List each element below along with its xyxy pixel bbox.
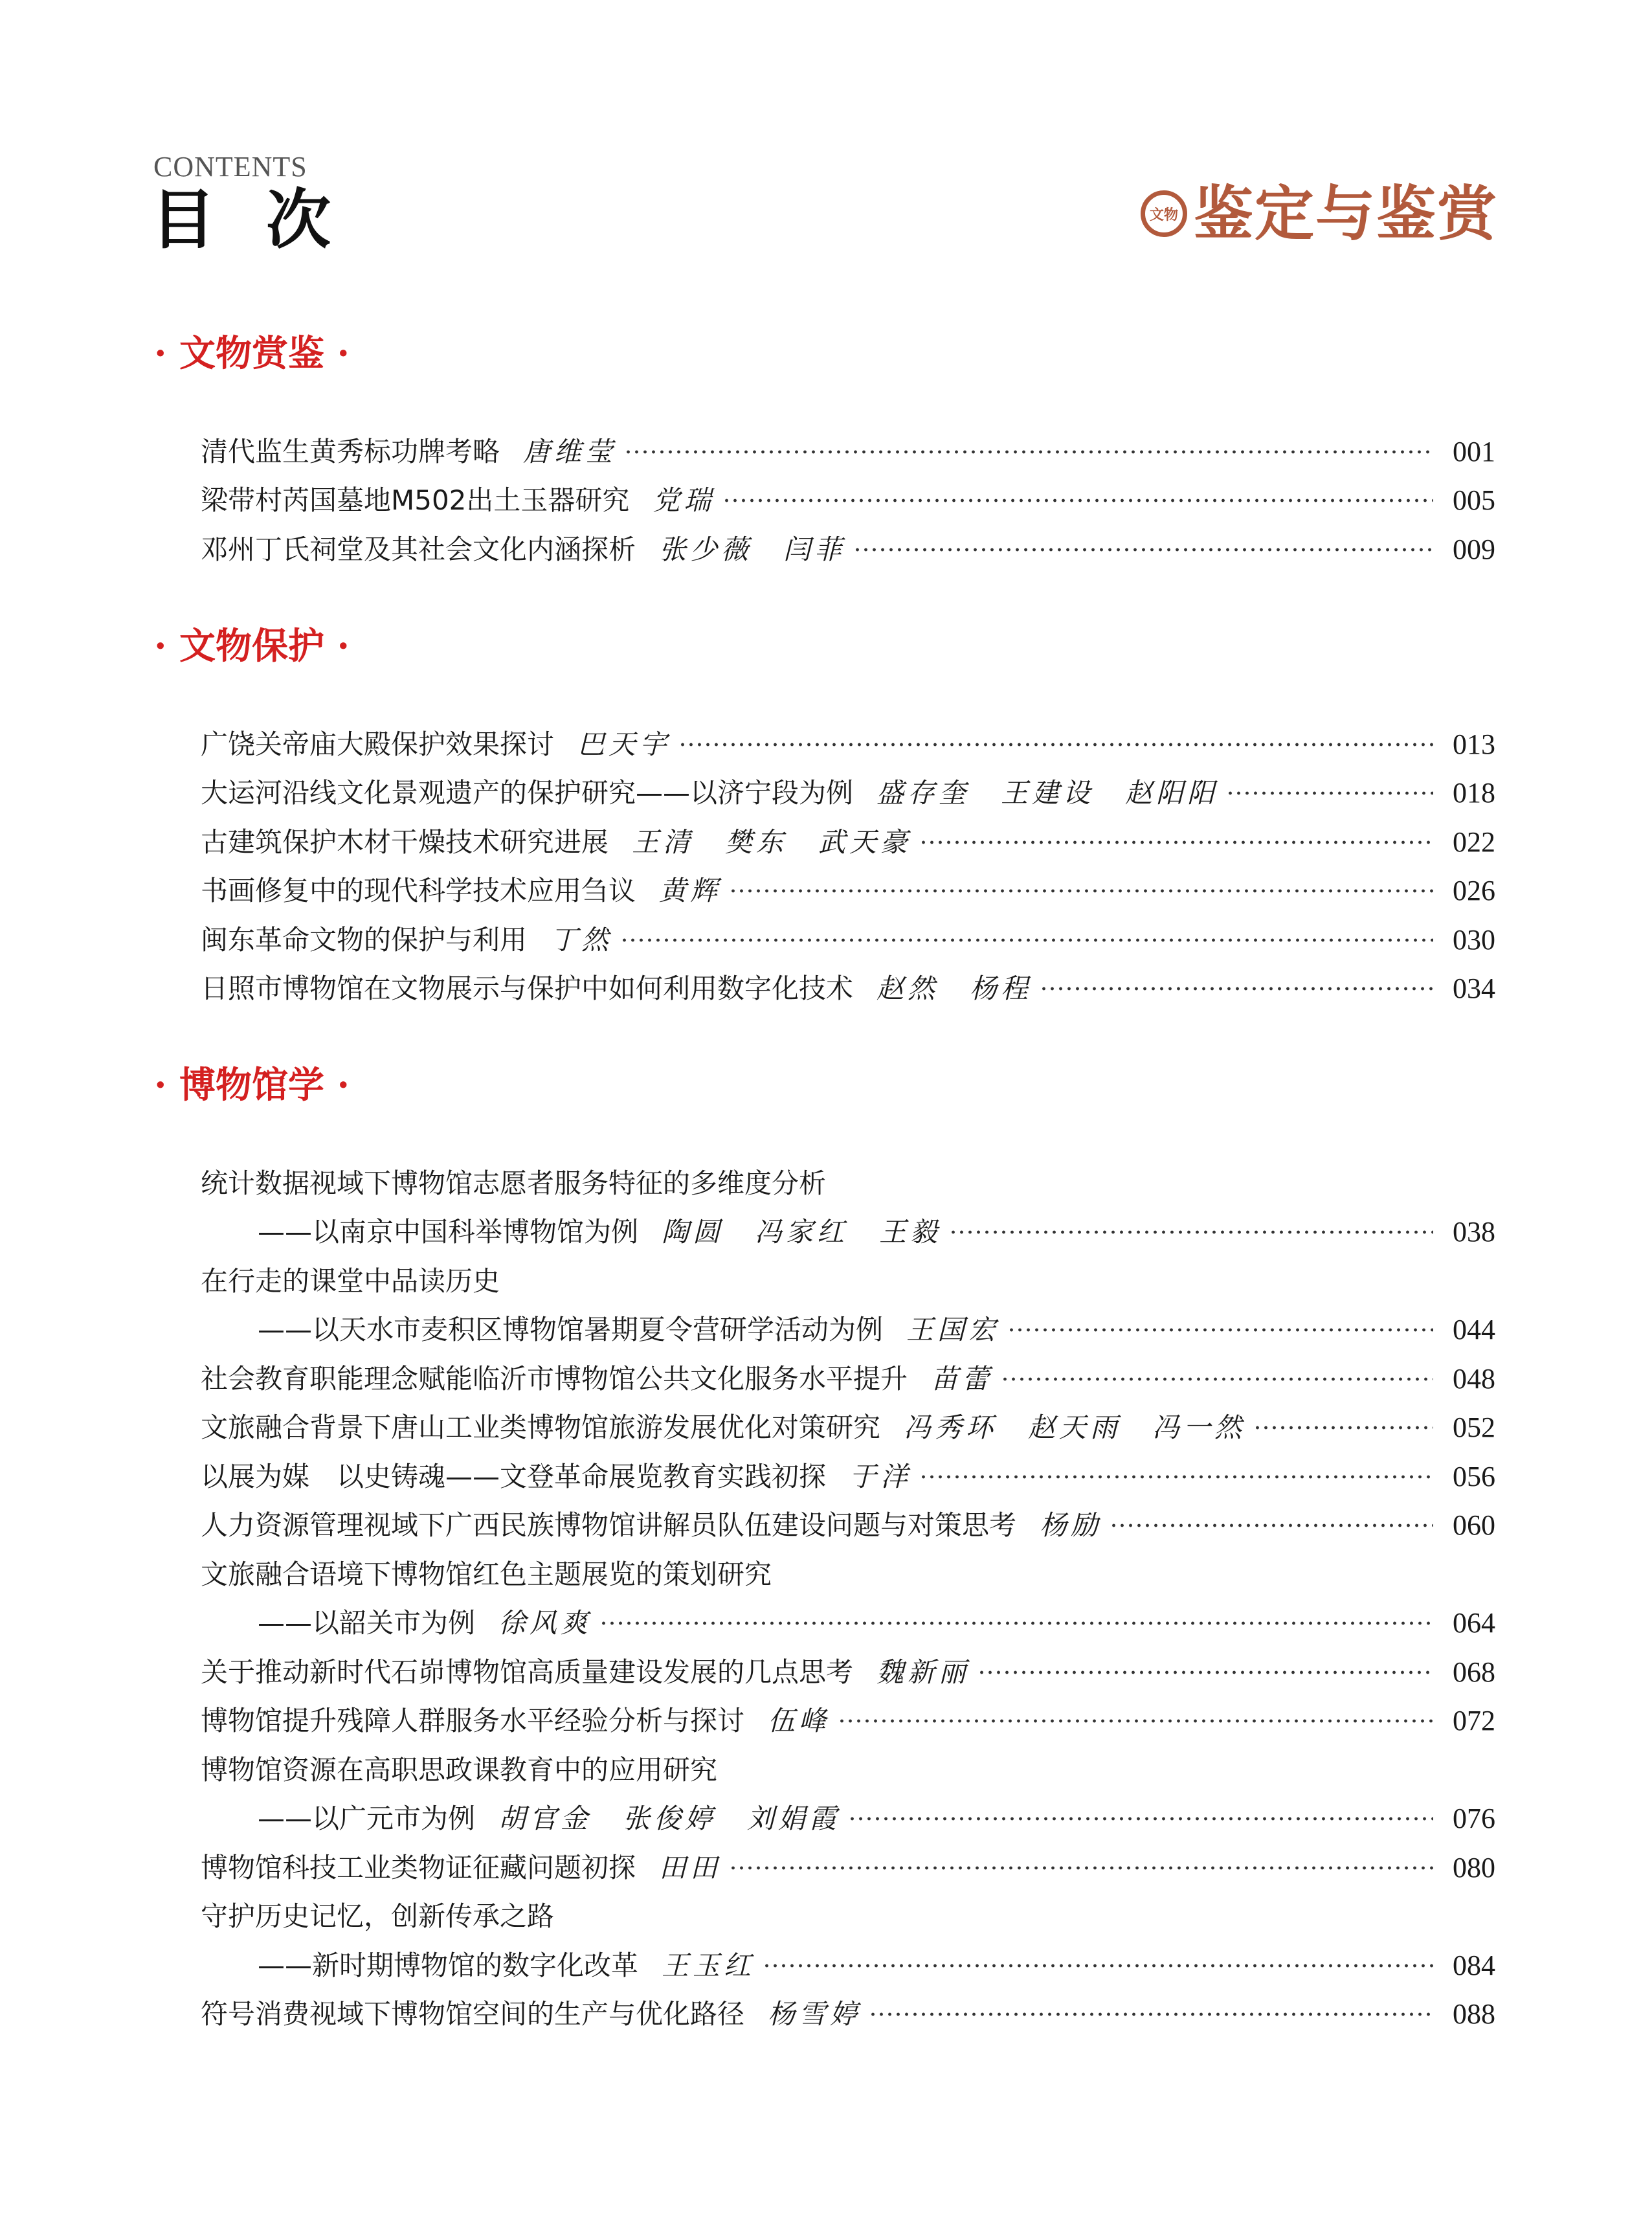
toc-entry[interactable] bbox=[201, 867, 1495, 916]
entry-page-number: 052 bbox=[1453, 1411, 1495, 1443]
entry-page-number: 026 bbox=[1453, 875, 1495, 906]
section-heading: · 文物保护 · bbox=[154, 625, 350, 668]
journal-logo bbox=[1141, 175, 1498, 253]
entry-authors: 伍峰 bbox=[768, 1705, 831, 1737]
dot-leader bbox=[919, 840, 1433, 844]
entry-authors: 胡官金 张俊婷 刘娟霞 bbox=[498, 1803, 841, 1834]
logo-seal: 文物 bbox=[1141, 190, 1187, 237]
entry-title: 关于推动新时代石峁博物馆高质量建设发展的几点思考 bbox=[201, 1656, 854, 1688]
entry-page-number: 080 bbox=[1453, 1851, 1495, 1883]
entry-title: 古建筑保护木材干燥技术研究进展 bbox=[201, 826, 609, 858]
toc-entry[interactable] bbox=[201, 1746, 1495, 1794]
entry-page-number: 048 bbox=[1453, 1362, 1495, 1395]
entry-title: 文旅融合背景下唐山工业类博物馆旅游发展优化对策研究 bbox=[201, 1411, 881, 1443]
entry-title: ——以天水市麦积区博物馆暑期夏令营研学活动为例 bbox=[258, 1314, 884, 1345]
toc-entry[interactable] bbox=[201, 477, 1495, 525]
dot-leader bbox=[620, 938, 1433, 942]
toc-entry[interactable] bbox=[201, 1648, 1495, 1696]
entry-page-number: 018 bbox=[1453, 777, 1495, 809]
entry-title: 统计数据视域下博物馆志愿者服务特征的多维度分析 bbox=[201, 1167, 827, 1199]
logo-brand: 鉴定与鉴赏 bbox=[1194, 179, 1499, 249]
dot-leader bbox=[1007, 1328, 1433, 1332]
entry-page-number: 056 bbox=[1453, 1460, 1495, 1492]
entry-title: 社会教育职能理念赋能临沂市博物馆公共文化服务水平提升 bbox=[201, 1362, 908, 1395]
entry-title: 大运河沿线文化景观遗产的保护研究——以济宁段为例 bbox=[201, 777, 854, 809]
dot-leader bbox=[848, 1817, 1433, 1821]
dot-leader bbox=[722, 499, 1433, 502]
toc-entry[interactable] bbox=[201, 1404, 1495, 1452]
toc-entry[interactable] bbox=[201, 965, 1495, 1013]
dot-leader bbox=[763, 1964, 1433, 1968]
entry-title: 博物馆资源在高职思政课教育中的应用研究 bbox=[201, 1753, 718, 1786]
entry-authors: 盛存奎 王建设 赵阳阳 bbox=[876, 777, 1219, 809]
entry-page-number: 022 bbox=[1453, 826, 1495, 858]
entry-authors: 魏新丽 bbox=[876, 1656, 970, 1688]
entry-page-number: 060 bbox=[1453, 1509, 1495, 1541]
section-heading: · 文物赏鉴 · bbox=[154, 332, 350, 375]
entry-authors: 冯秀环 赵天雨 冯一然 bbox=[904, 1411, 1246, 1443]
toc-entry[interactable] bbox=[258, 1941, 1495, 1990]
dot-leader bbox=[599, 1621, 1433, 1625]
dot-leader bbox=[678, 743, 1433, 747]
entry-title: 书画修复中的现代科学技术应用刍议 bbox=[201, 875, 636, 906]
dot-leader bbox=[1001, 1377, 1433, 1381]
toc-entry[interactable] bbox=[201, 1697, 1495, 1746]
entry-authors: 苗蕾 bbox=[931, 1362, 994, 1395]
entry-title: 邓州丁氏祠堂及其社会文化内涵探析 bbox=[201, 533, 636, 565]
toc-entry[interactable] bbox=[201, 1452, 1495, 1501]
dot-leader bbox=[838, 1719, 1433, 1723]
toc-entry[interactable] bbox=[201, 769, 1495, 818]
toc-entry[interactable] bbox=[258, 1795, 1495, 1843]
entry-title: 广饶关帝庙大殿保护效果探讨 bbox=[201, 728, 555, 760]
toc-entry[interactable] bbox=[201, 1159, 1495, 1208]
entry-authors: 张少薇 闫菲 bbox=[659, 533, 846, 565]
toc-entry[interactable] bbox=[201, 1550, 1495, 1599]
toc-entry[interactable] bbox=[201, 1843, 1495, 1892]
dot-leader bbox=[1226, 791, 1433, 795]
toc-entry[interactable] bbox=[201, 427, 1495, 476]
entry-title: 闽东革命文物的保护与利用 bbox=[201, 923, 528, 956]
dot-leader bbox=[1253, 1426, 1433, 1430]
toc-entry[interactable] bbox=[201, 818, 1495, 866]
contents-label: CONTENTS bbox=[153, 151, 307, 183]
entry-authors: 徐风爽 bbox=[498, 1607, 592, 1639]
entry-page-number: 076 bbox=[1453, 1803, 1495, 1834]
entry-authors: 田田 bbox=[659, 1851, 722, 1883]
entry-page-number: 001 bbox=[1453, 435, 1495, 467]
entry-title: 在行走的课堂中品读历史 bbox=[201, 1265, 500, 1297]
entry-page-number: 034 bbox=[1453, 972, 1495, 1004]
entry-title: 博物馆科技工业类物证征藏问题初探 bbox=[201, 1851, 636, 1883]
entry-authors: 王国宏 bbox=[906, 1314, 1000, 1345]
entry-title: 梁带村芮国墓地M502出土玉器研究 bbox=[201, 484, 630, 516]
entry-authors: 王清 樊东 武天豪 bbox=[632, 826, 912, 858]
toc-entry[interactable] bbox=[201, 1355, 1495, 1403]
toc-entry[interactable] bbox=[258, 1306, 1495, 1355]
entry-page-number: 013 bbox=[1453, 728, 1495, 760]
entry-page-number: 084 bbox=[1453, 1949, 1495, 1981]
entry-page-number: 030 bbox=[1453, 923, 1495, 956]
toc-entry[interactable] bbox=[258, 1208, 1495, 1257]
entry-title: ——以广元市为例 bbox=[258, 1803, 476, 1834]
entry-title: 人力资源管理视域下广西民族博物馆讲解员队伍建设问题与对策思考 bbox=[201, 1509, 1017, 1541]
entry-page-number: 064 bbox=[1453, 1607, 1495, 1639]
dot-leader bbox=[1110, 1523, 1433, 1527]
entry-authors: 陶圆 冯家红 王毅 bbox=[662, 1216, 942, 1248]
entry-title: 守护历史记忆，创新传承之路 bbox=[201, 1900, 555, 1932]
entry-page-number: 005 bbox=[1453, 484, 1495, 516]
entry-page-number: 044 bbox=[1453, 1314, 1495, 1345]
entry-title: 以展为媒 以史铸魂——文登革命展览教育实践初探 bbox=[201, 1460, 827, 1492]
toc-entry[interactable] bbox=[201, 525, 1495, 574]
entry-authors: 巴天宇 bbox=[577, 728, 671, 760]
entry-page-number: 088 bbox=[1453, 1998, 1495, 2030]
dot-leader bbox=[729, 1866, 1433, 1870]
entry-authors: 党瑞 bbox=[653, 484, 715, 516]
entry-authors: 王玉红 bbox=[662, 1949, 755, 1981]
section-heading: · 博物馆学 · bbox=[154, 1064, 350, 1107]
entry-title: 符号消费视域下博物馆空间的生产与优化路径 bbox=[201, 1998, 745, 2030]
toc-entry[interactable] bbox=[201, 1501, 1495, 1550]
entry-page-number: 009 bbox=[1453, 533, 1495, 565]
entry-page-number: 038 bbox=[1453, 1216, 1495, 1248]
dot-leader bbox=[919, 1475, 1433, 1479]
entry-title: 清代监生黄秀标功牌考略 bbox=[201, 435, 500, 467]
toc-entry[interactable] bbox=[201, 1990, 1495, 2039]
entry-authors: 赵然 杨程 bbox=[876, 972, 1032, 1004]
entry-authors: 杨雪婷 bbox=[768, 1998, 862, 2030]
entry-authors: 杨励 bbox=[1040, 1509, 1102, 1541]
entry-authors: 唐维莹 bbox=[523, 435, 617, 467]
dot-leader bbox=[624, 450, 1433, 454]
dot-leader bbox=[869, 2012, 1433, 2016]
entry-title: ——以韶关市为例 bbox=[258, 1607, 476, 1639]
entry-authors: 黄辉 bbox=[659, 875, 722, 906]
entry-page-number: 068 bbox=[1453, 1656, 1495, 1688]
entry-authors: 丁然 bbox=[550, 923, 613, 956]
entry-title: 日照市博物馆在文物展示与保护中如何利用数字化技术 bbox=[201, 972, 854, 1004]
entry-title: ——新时期博物馆的数字化改革 bbox=[258, 1949, 639, 1981]
toc-entry[interactable] bbox=[201, 720, 1495, 769]
entry-title: 博物馆提升残障人群服务水平经验分析与探讨 bbox=[201, 1705, 745, 1737]
toc-entry[interactable] bbox=[201, 1893, 1495, 1941]
entry-title: ——以南京中国科举博物馆为例 bbox=[258, 1216, 639, 1248]
toc-entry[interactable] bbox=[201, 1257, 1495, 1305]
dot-leader bbox=[949, 1230, 1433, 1234]
dot-leader bbox=[1040, 987, 1433, 991]
toc-entry[interactable] bbox=[201, 916, 1495, 964]
page-title: 目次 bbox=[151, 182, 381, 258]
entry-page-number: 072 bbox=[1453, 1705, 1495, 1737]
dot-leader bbox=[853, 548, 1433, 552]
dot-leader bbox=[977, 1670, 1433, 1674]
dot-leader bbox=[729, 889, 1433, 893]
entry-authors: 于洋 bbox=[849, 1460, 912, 1492]
entry-title: 文旅融合语境下博物馆红色主题展览的策划研究 bbox=[201, 1558, 772, 1590]
toc-entry[interactable] bbox=[258, 1599, 1495, 1648]
